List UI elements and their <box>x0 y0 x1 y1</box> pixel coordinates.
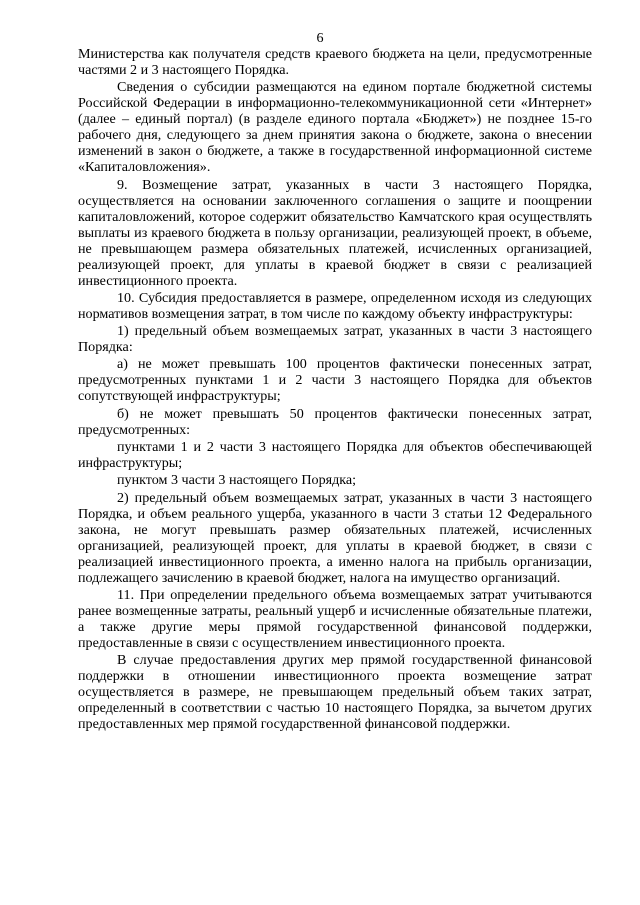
list-item: а) не может превышать 100 процентов фактически понесенных затрат, предусмотренных пунктами 1 и 2 части 3 настоящего Порядка для объектов сопутствующей инфраструктуры; <box>78 356 592 405</box>
paragraph: Сведения о субсидии размещаются на едином портале бюджетной системы Российской Федерации в информационно-телекоммуникационной сети «Интернет» (далее – единый портал) (в разделе единого портала «Бюджет») не позднее 15-го рабочего дня, следующего за днем принятия закона о бюджете, закона о внесении изменений в закон о бюджете, а также в государственной информационной системе «Капиталовложения». <box>78 79 592 176</box>
document-body <box>78 46 592 734</box>
list-item: б) не может превышать 50 процентов фактически понесенных затрат, предусмотренных: <box>78 405 592 438</box>
paragraph-clause-10: 10. Субсидия предоставляется в размере, определенном исходя из следующих нормативов возмещения затрат, в том числе по каждому объекту инфраструктуры: <box>78 289 592 322</box>
list-item: пунктом 3 части 3 настоящего Порядка; <box>117 472 357 489</box>
paragraph: В случае предоставления других мер прямой государственной финансовой поддержки в отношении инвестиционного проекта возмещение затрат осуществляется в размере, не превышающем предельный объем таких затрат, определенный в соответствии с частью 10 настоящего Порядка, за вычетом других предоставленных мер прямой государственной финансовой поддержки. <box>78 652 592 733</box>
list-item: 2) предельный объем возмещаемых затрат, указанных в части 3 настоящего Порядка, и объем реального ущерба, указанного в части 3 статьи 12 Федерального закона, не могут превышать размер обязательных платежей, исчисленных организацией, реализующей проект, для уплаты в краевой бюджет, в связи с реализацией инвестиционного проекта, а именно налога на прибыль организации, подлежащего зачислению в краевой бюджет, налога на имущество организаций. <box>78 489 592 586</box>
paragraph: Министерства как получателя средств краевого бюджета на цели, предусмотренные частями 2 и 3 настоящего Порядка. <box>78 46 592 78</box>
page-number: 6 <box>316 30 324 46</box>
paragraph-clause-11: 11. При определении предельного объема возмещаемых затрат учитываются ранее возмещенные затраты, реальный ущерб и исчисленные обязательные платежи, а также другие меры прямой государственной финансовой поддержки, предоставленные в связи с осуществлением инвестиционного проекта. <box>78 586 592 651</box>
paragraph-clause-9: 9. Возмещение затрат, указанных в части 3 настоящего Порядка, осуществляется на основании заключенного соглашения о защите и поощрении капиталовложений, которое содержит обязательство Камчатского края осуществлять выплаты из краевого бюджета в пользу организации, реализующей проект, в объеме, не превышающем размера обязательных платежей, исчисленных организацией, реализующей проект, для уплаты в краевой бюджет в связи с реализацией инвестиционного проекта. <box>78 176 592 289</box>
list-item: 1) предельный объем возмещаемых затрат, указанных в части 3 настоящего Порядка: <box>78 323 592 356</box>
list-item: пунктами 1 и 2 части 3 настоящего Порядка для объектов обеспечивающей инфраструктуры; <box>78 439 592 472</box>
